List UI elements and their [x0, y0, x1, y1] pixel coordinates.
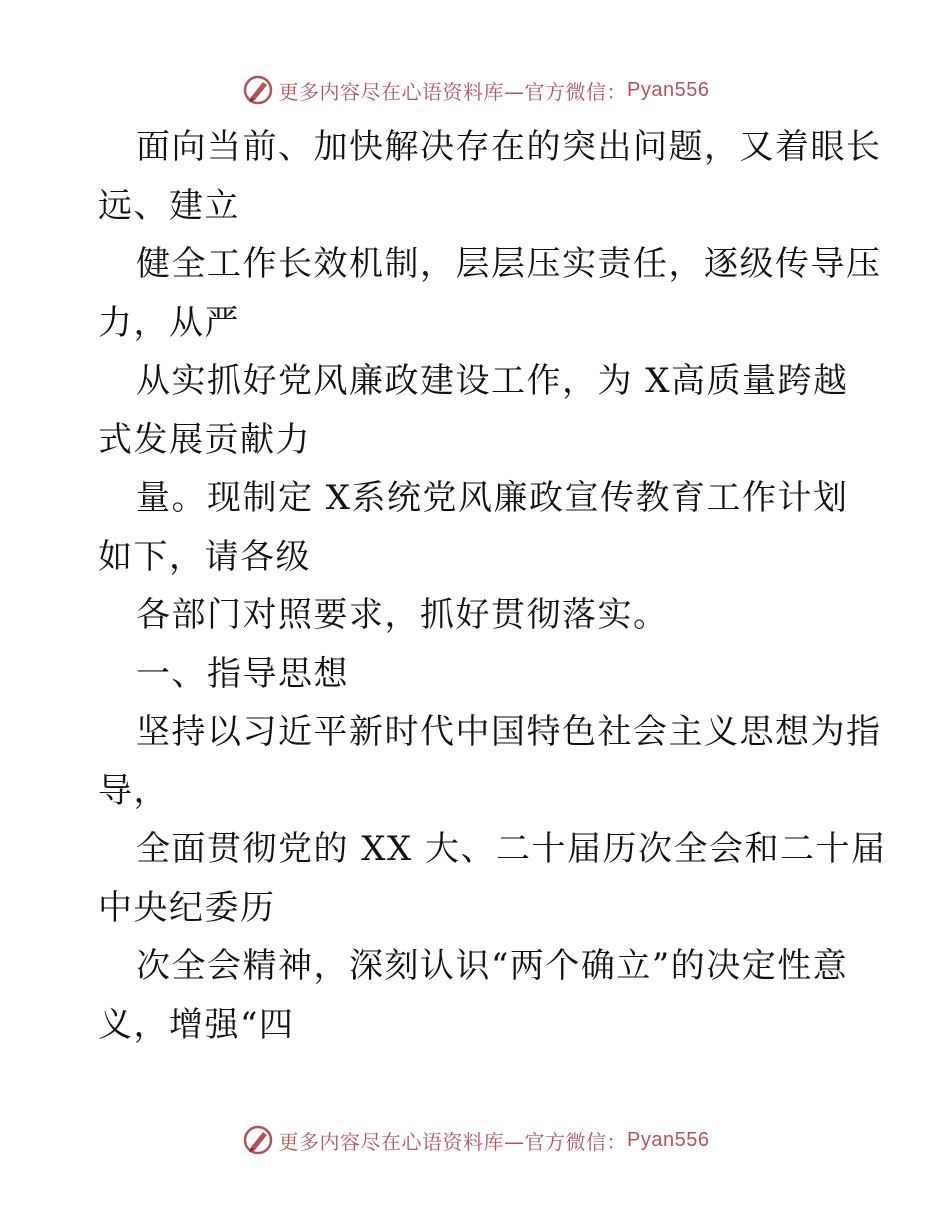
text-line: 全面贯彻党的 XX 大、二十届历次全会和二十届: [136, 829, 887, 869]
text-line: 一、指导思想: [136, 653, 349, 694]
text-line: 坚持以习近平新时代中国特色社会主义思想为指: [136, 712, 882, 752]
watermark-wechat-id: Pyan556: [627, 78, 710, 101]
watermark-site-text: 更多内容尽在心语资料库—官方微信：: [278, 1129, 628, 1154]
text-line: 力，从严: [98, 302, 240, 343]
text-line: 如下，请各级: [98, 536, 311, 577]
text-line: 次全会精神，深刻认识“两个确立”的决定性意: [136, 946, 849, 986]
text-line: 面向当前、加快解决存在的突出问题，又着眼长: [136, 127, 882, 167]
header-watermark: [0, 70, 950, 110]
text-line: 从实抓好党风廉政建设工作，为 X高质量跨越: [136, 361, 849, 401]
document-body: [98, 118, 887, 1054]
text-line: 量。现制定 X系统党风廉政宣传教育工作计划: [136, 478, 849, 518]
watermark-wechat-id: Pyan556: [627, 1128, 710, 1151]
text-line: 义，增强“四: [98, 1004, 295, 1045]
text-line: 式发展贡献力: [98, 419, 311, 460]
text-line: 远、建立: [98, 185, 240, 226]
pen-nib-circle-icon: [241, 1123, 275, 1157]
footer-watermark: [0, 1120, 950, 1160]
text-line: 中央纪委历: [98, 887, 276, 928]
pen-nib-circle-icon: [241, 73, 275, 107]
watermark-site-text: 更多内容尽在心语资料库—官方微信：: [278, 79, 628, 104]
text-line: 各部门对照要求，抓好贯彻落实。: [136, 595, 669, 635]
text-line: 健全工作长效机制，层层压实责任，逐级传导压: [136, 244, 882, 284]
text-line: 导，: [98, 770, 169, 811]
